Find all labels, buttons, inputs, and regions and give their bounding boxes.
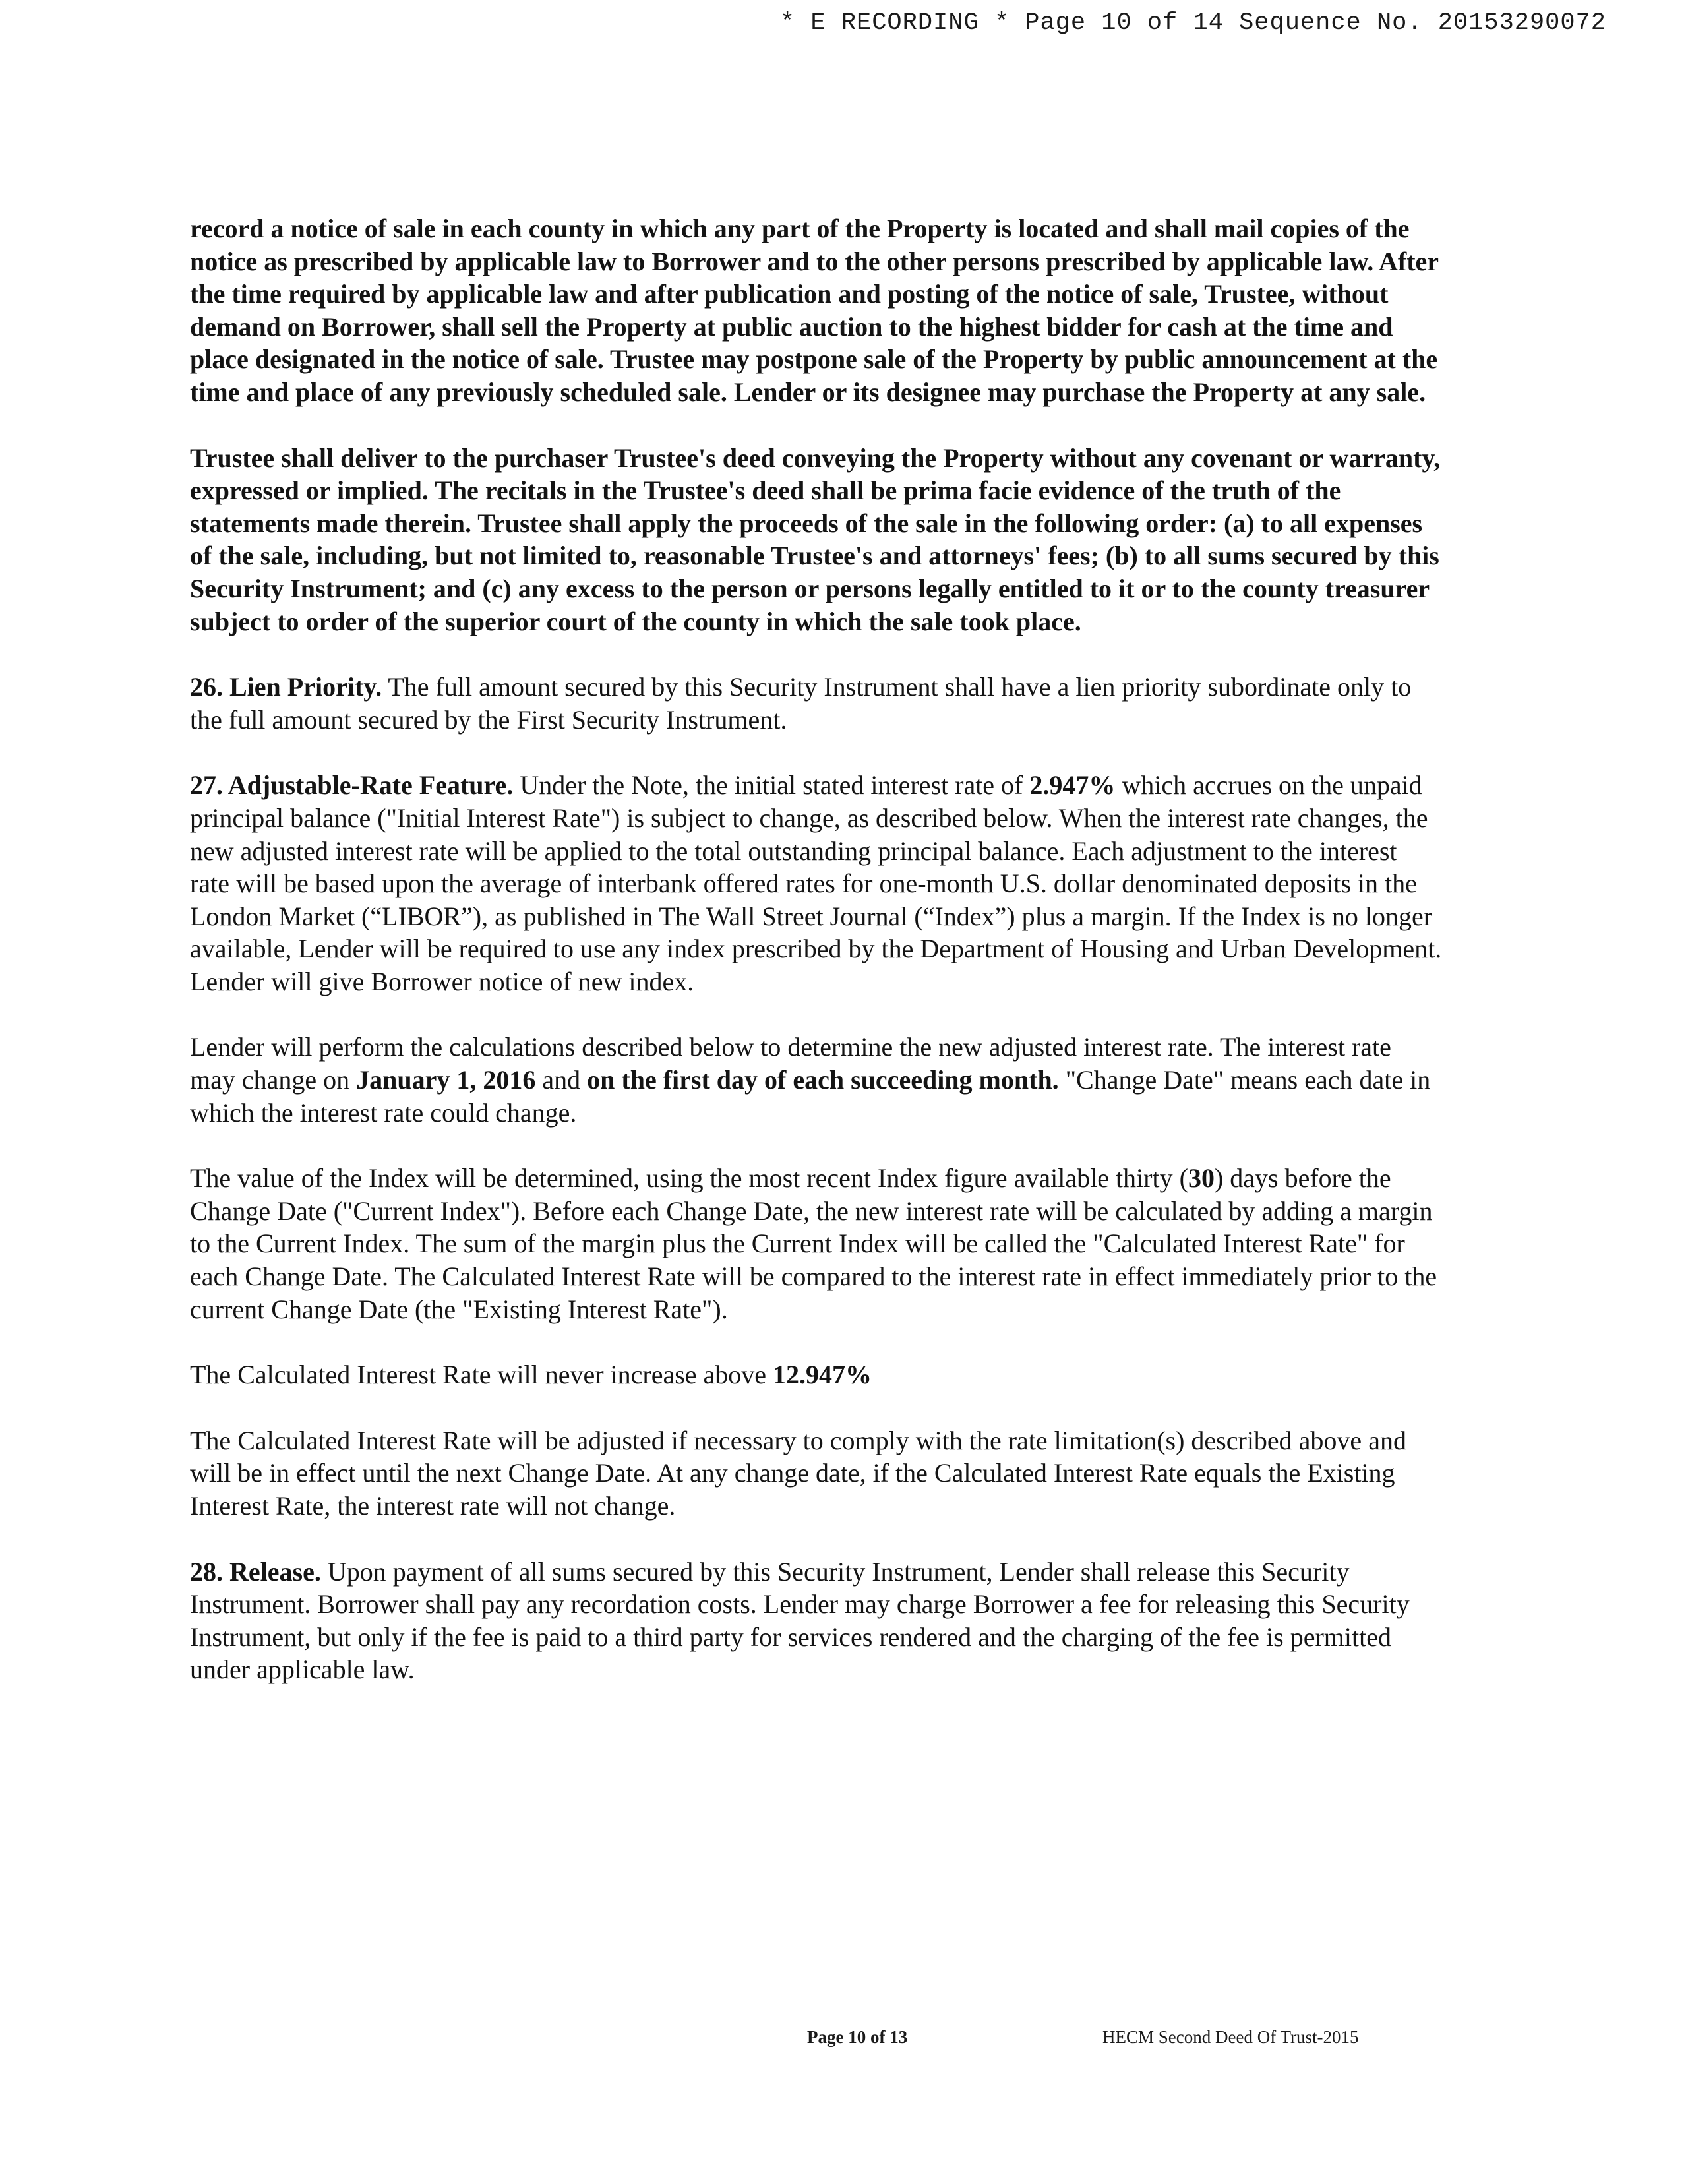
change-frequency: on the first day of each succeeding month. (587, 1065, 1059, 1095)
section-27-adjustable-rate (190, 769, 1443, 998)
section-27-heading: 27. Adjustable-Rate Feature. (190, 770, 514, 801)
trustee-deed-paragraph: Trustee shall deliver to the purchaser Trustee's deed conveying the Property without any covenant or warranty, expressed or implied. The recitals in the Trustee's deed shall be prima facie evidence of the truth of the statements made therein. Trustee shall apply the proceeds of the sale in the following order: (a) to all expenses of the sale, including, but not limited to, reasonable Trustee's and attorneys' fees; (b) to all sums secured by this Security Instrument; and (c) any excess to the person or persons legally entitled to it or to the county treasurer subject to order of the superior court of the county in which the sale took place. (190, 442, 1441, 636)
section-27-text-b: which accrues on the unpaid principal balance ("Initial Interest Rate") is subject to change, as described below. When the interest rate changes, the new adjusted interest rate will be applied to the total outstanding principal balance. Each adjustment to the interest rate will be based upon the average of interbank offered rates for one-month U.S. dollar denominated deposits in the London Market (“LIBOR”), as published in The Wall Street Journal (“Index”) plus a margin. If the Index is no longer available, Lender will be required to use any index prescribed by the Department of Housing and Urban Development. Lender will give Borrower notice of new index. (190, 770, 1442, 996)
recording-stamp: * E RECORDING * Page 10 of 14 Sequence No. 20153290072 (780, 9, 1606, 37)
section-26-lien-priority (190, 671, 1443, 736)
footer-form-name: HECM Second Deed Of Trust-2015 (1102, 2027, 1359, 2047)
index-value-paragraph (190, 1162, 1443, 1325)
change-date-text-a: Lender will perform the calculations described below to determine the new adjusted interest rate. The interest rate may change on (190, 1032, 1391, 1095)
index-text-b: ) days before the Change Date ("Current Index"). Before each Change Date, the new interest rate will be calculated by adding a margin to the Current Index. The sum of the margin plus the Current Index will be called the "Calculated Interest Rate" for each Change Date. The Calculated Interest Rate will be compared to the interest rate in effect immediately prior to the current Change Date (the "Existing Interest Rate"). (190, 1163, 1437, 1324)
rate-cap-paragraph (190, 1358, 1443, 1391)
section-27-text-a: Under the Note, the initial stated interest rate of (513, 770, 1030, 801)
rate-cap-value: 12.947% (773, 1360, 872, 1390)
change-date-paragraph (190, 1031, 1443, 1129)
section-28-text: Upon payment of all sums secured by this Security Instrument, Lender shall release this Security Instrument. Borrower shall pay any recordation costs. Lender may charge Borrower a fee for releasing this Security Instrument, but only if the fee is paid to a third party for services rendered and the charging of the fee is permitted under applicable law. (190, 1556, 1410, 1685)
lookback-days: 30 (1188, 1163, 1215, 1194)
footer-page-number: Page 10 of 13 (807, 2027, 908, 2047)
change-date-text-c: "Change Date" means each date in which the interest rate could change. (190, 1065, 1431, 1128)
initial-rate: 2.947% (1029, 770, 1116, 801)
first-change-date: January 1, 2016 (356, 1065, 536, 1095)
section-26-text: The full amount secured by this Security Instrument shall have a lien priority subordinate only to the full amount secured by the First Security Instrument. (190, 672, 1412, 735)
rate-cap-text: The Calculated Interest Rate will never increase above (190, 1360, 773, 1390)
change-date-text-b: and (535, 1065, 588, 1095)
rate-adjustment-paragraph: The Calculated Interest Rate will be adjusted if necessary to comply with the rate limitation(s) described above and will be in effect until the next Change Date. At any change date, if the Calculated Interest Rate equals the Existing Interest Rate, the interest rate will not change. (190, 1425, 1406, 1521)
notice-of-sale-paragraph: record a notice of sale in each county in which any part of the Property is located and shall mail copies of the notice as prescribed by applicable law to Borrower and to the other persons prescribed by applicable law. After the time required by applicable law and after publication and posting of the notice of sale, Trustee, without demand on Borrower, shall sell the Property at public auction to the highest bidder for cash at the time and place designated in the notice of sale. Trustee may postpone sale of the Property by public announcement at the time and place of any previously scheduled sale. Lender or its designee may purchase the Property at any sale. (190, 214, 1439, 407)
index-text-a: The value of the Index will be determined, using the most recent Index figure available thirty ( (190, 1163, 1188, 1194)
section-26-heading: 26. Lien Priority. (190, 672, 382, 702)
section-28-release (190, 1556, 1443, 1686)
document-body (190, 212, 1443, 1719)
section-28-heading: 28. Release. (190, 1556, 321, 1587)
